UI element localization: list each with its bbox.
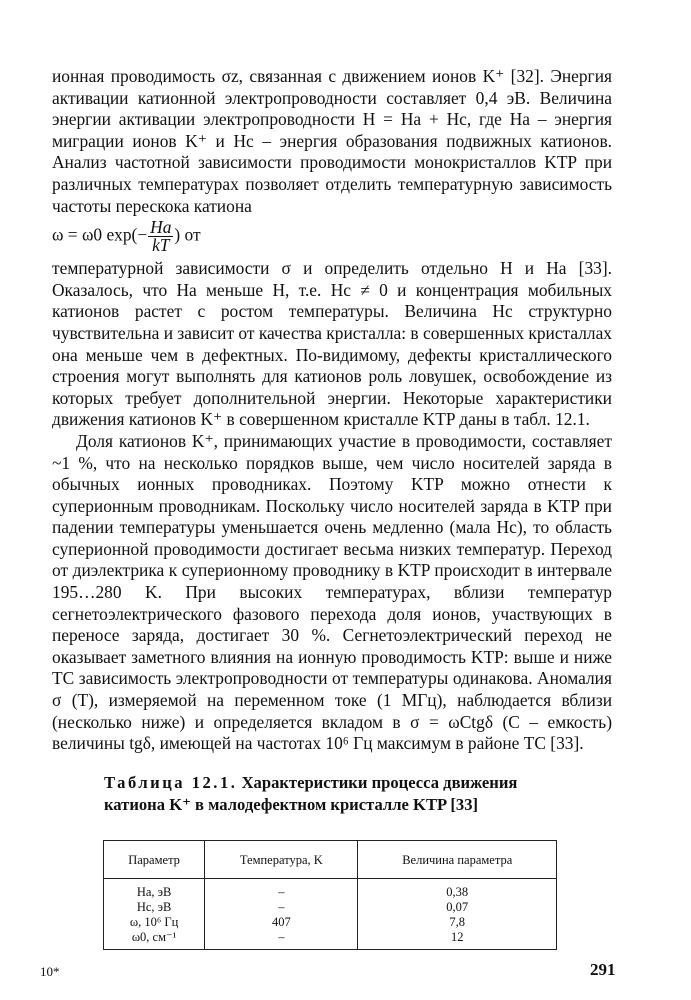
hop-frequency-formula bbox=[52, 219, 612, 254]
table-cell: – bbox=[205, 930, 358, 950]
table-header-row bbox=[104, 841, 557, 879]
table-cell: ω, 10⁶ Гц bbox=[104, 915, 205, 930]
paragraph-1b: температурной зависимости σ и определить отдельно H и Ha [33]. Оказалось, что Ha меньше H, т.е. Hc ≠ 0 и концентрация мобильных катионов растет с ростом температуры. Величина Hc структурно чувствительна и зависит от качества кристалла: в совершенных кристаллах она меньше чем в дефектных. По-видимому, дефекты кристаллического строения могут выполнять для катионов роль ловушек, освобождение из которых требует дополнительной энергии. Некоторые характеристики движения катионов K⁺ в совершенном кристалле KTP даны в табл. 12.1. bbox=[52, 258, 612, 430]
table-row bbox=[104, 915, 557, 930]
paragraph-1a: ионная проводимость σz, связанная с движением ионов K⁺ [32]. Энергия активации катионной электропроводности составляет 0,4 эВ. Величина энергии активации электропроводности H = Ha + Hc, где Ha – энергия миграции ионов K⁺ и Hc – энергия образования подвижных катионов. Анализ частотной зависимости проводимости монокристаллов KTP при различных температурах позволяет отделить температурную зависимость частоты перескока катиона bbox=[52, 66, 612, 216]
table-cell: 7,8 bbox=[358, 915, 557, 930]
table-cell: Hc, эВ bbox=[104, 900, 205, 915]
table-cell: 0,07 bbox=[358, 900, 557, 915]
formula-suffix: ) от bbox=[174, 224, 201, 245]
page-number: 291 bbox=[590, 960, 616, 979]
formula-denominator: kT bbox=[152, 235, 170, 256]
table-caption-label: Таблица 12.1. bbox=[104, 773, 238, 792]
table-row bbox=[104, 930, 557, 950]
table-row bbox=[104, 900, 557, 915]
column-header: Параметр bbox=[104, 841, 205, 879]
table-cell: – bbox=[205, 900, 358, 915]
column-header: Величина параметра bbox=[358, 841, 557, 879]
table-cell: ω0, см⁻¹ bbox=[104, 930, 205, 950]
table-caption bbox=[104, 772, 564, 816]
column-header: Температура, K bbox=[205, 841, 358, 879]
paragraph-2: Доля катионов K⁺, принимающих участие в проводимости, составляет ~1 %, что на несколько порядков выше, чем число носителей заряда в обычных ионных проводниках. Поэтому KTP можно отнести к суперионным проводникам. Поскольку число носителей заряда в KTP при падении температуры уменьшается очень медленно (мала Hc), то область суперионной проводимости достигает весьма низких температур. Переход от диэлектрика к суперионному проводнику в KTP происходит в интервале 195…280 K. При высоких температурах, вблизи температур сегнетоэлектрического фазового перехода доля ионов, участвующих в переносе заряда, достигает 30 %. Сегнетоэлектрический переход не оказывает заметного влияния на ионную проводимость KTP: выше и ниже TC зависимость электропроводности от температуры одинакова. Аномалия σ (T), измеряемой на переменном токе (1 МГц), наблюдается вблизи (несколько ниже) и определяется вкладом в σ = ωCtgδ (C – емкость) величины tgδ, имеющей на частотах 10⁶ Гц максимум в районе TC [33]. bbox=[52, 430, 612, 754]
body-text bbox=[52, 66, 612, 755]
formula-numerator: Ha bbox=[150, 217, 172, 238]
table-cell: – bbox=[205, 879, 358, 901]
table-caption-text: Характеристики процесса движения катиона K⁺ в малодефектном кристалле KTP [33] bbox=[104, 773, 518, 814]
table-row bbox=[104, 879, 557, 901]
footer-signature: 10* bbox=[40, 964, 60, 979]
table-cell: 12 bbox=[358, 930, 557, 950]
table-cell: Ha, эВ bbox=[104, 879, 205, 901]
table-cell: 407 bbox=[205, 915, 358, 930]
parameters-table bbox=[103, 840, 557, 950]
formula-prefix: ω = ω0 exp(− bbox=[52, 224, 148, 245]
formula-fraction bbox=[148, 219, 173, 254]
table-cell: 0,38 bbox=[358, 879, 557, 901]
